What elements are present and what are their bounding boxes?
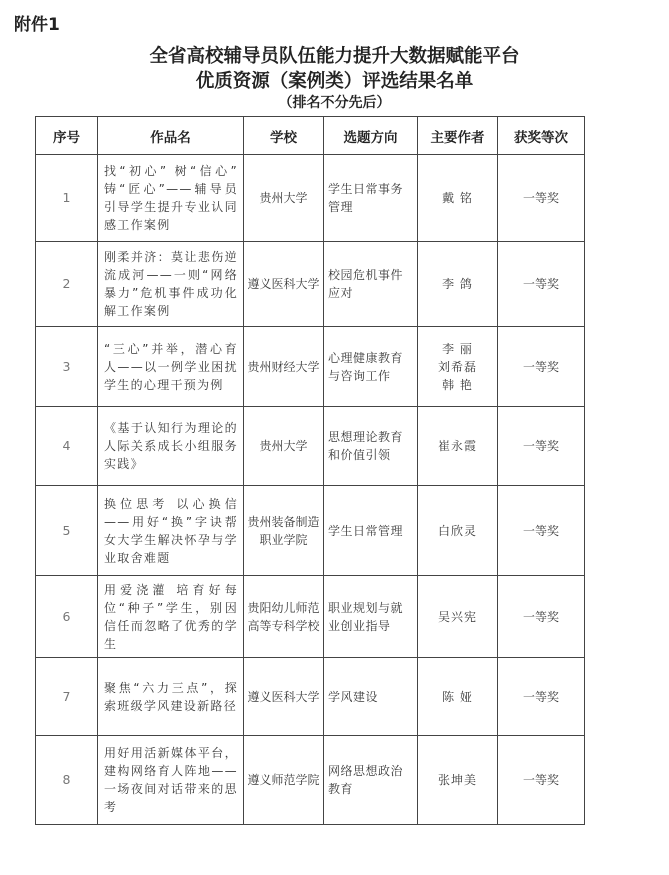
cell-no: 5 bbox=[36, 486, 98, 576]
results-table bbox=[35, 116, 585, 825]
cell-author: 崔永霞 bbox=[418, 407, 498, 486]
cell-work: 聚焦“六力三点”，探索班级学风建设新路径 bbox=[98, 658, 244, 736]
cell-award: 一等奖 bbox=[498, 327, 585, 407]
document-title-line1: 全省高校辅导员队伍能力提升大数据赋能平台 bbox=[149, 46, 520, 67]
cell-school: 贵州财经大学 bbox=[244, 327, 324, 407]
cell-author: 戴 铭 bbox=[418, 155, 498, 242]
table-row bbox=[36, 242, 585, 327]
table-row bbox=[36, 486, 585, 576]
table-row bbox=[36, 736, 585, 825]
cell-author: 张坤美 bbox=[418, 736, 498, 825]
cell-award: 一等奖 bbox=[498, 486, 585, 576]
cell-school: 贵州装备制造职业学院 bbox=[244, 486, 324, 576]
cell-direction: 心理健康教育与咨询工作 bbox=[324, 327, 418, 407]
cell-no: 7 bbox=[36, 658, 98, 736]
header-school: 学校 bbox=[244, 117, 324, 155]
table-row bbox=[36, 327, 585, 407]
cell-no: 3 bbox=[36, 327, 98, 407]
document-title-note: （排名不分先后） bbox=[278, 95, 391, 111]
cell-award: 一等奖 bbox=[498, 658, 585, 736]
cell-work: “三心”并举，潜心育人——以一例学业困扰学生的心理干预为例 bbox=[98, 327, 244, 407]
cell-author: 白欣灵 bbox=[418, 486, 498, 576]
cell-no: 2 bbox=[36, 242, 98, 327]
cell-direction: 职业规划与就业创业指导 bbox=[324, 576, 418, 658]
cell-author: 李 鸽 bbox=[418, 242, 498, 327]
table-row bbox=[36, 155, 585, 242]
header-direction: 选题方向 bbox=[324, 117, 418, 155]
cell-work: 《基于认知行为理论的人际关系成长小组服务实践》 bbox=[98, 407, 244, 486]
cell-author: 吴兴宪 bbox=[418, 576, 498, 658]
cell-award: 一等奖 bbox=[498, 242, 585, 327]
document-title-line2: 优质资源（案例类）评选结果名单 bbox=[195, 71, 474, 92]
cell-no: 4 bbox=[36, 407, 98, 486]
cell-school: 贵阳幼儿师范高等专科学校 bbox=[244, 576, 324, 658]
cell-direction: 学生日常管理 bbox=[324, 486, 418, 576]
table-row bbox=[36, 576, 585, 658]
cell-work: 找“初心” 树“信心” 铸“匠心”——辅导员引导学生提升专业认同感工作案例 bbox=[98, 155, 244, 242]
cell-work: 用爱浇灌 培育好每位“种子”学生，别因信任而忽略了优秀的学生 bbox=[98, 576, 244, 658]
header-no: 序号 bbox=[36, 117, 98, 155]
cell-work: 换位思考 以心换信——用好“换”字诀帮女大学生解决怀孕与学业取舍难题 bbox=[98, 486, 244, 576]
cell-author: 李 丽 刘希磊 韩 艳 bbox=[418, 327, 498, 407]
cell-direction: 网络思想政治教育 bbox=[324, 736, 418, 825]
cell-school: 贵州大学 bbox=[244, 155, 324, 242]
cell-school: 遵义师范学院 bbox=[244, 736, 324, 825]
cell-direction: 学生日常事务管理 bbox=[324, 155, 418, 242]
cell-no: 6 bbox=[36, 576, 98, 658]
cell-no: 8 bbox=[36, 736, 98, 825]
table-row bbox=[36, 407, 585, 486]
cell-award: 一等奖 bbox=[498, 407, 585, 486]
header-work: 作品名 bbox=[98, 117, 244, 155]
table-header-row bbox=[36, 117, 585, 155]
cell-award: 一等奖 bbox=[498, 576, 585, 658]
cell-award: 一等奖 bbox=[498, 736, 585, 825]
cell-direction: 校园危机事件应对 bbox=[324, 242, 418, 327]
cell-school: 遵义医科大学 bbox=[244, 658, 324, 736]
header-award: 获奖等次 bbox=[498, 117, 585, 155]
table-row bbox=[36, 658, 585, 736]
cell-direction: 思想理论教育和价值引领 bbox=[324, 407, 418, 486]
cell-work: 刚柔并济：莫让悲伤逆流成河——一则“网络暴力”危机事件成功化解工作案例 bbox=[98, 242, 244, 327]
attachment-label: 附件1 bbox=[14, 15, 60, 35]
cell-school: 遵义医科大学 bbox=[244, 242, 324, 327]
cell-author: 陈 娅 bbox=[418, 658, 498, 736]
cell-direction: 学风建设 bbox=[324, 658, 418, 736]
cell-work: 用好用活新媒体平台，建构网络育人阵地——一场夜间对话带来的思考 bbox=[98, 736, 244, 825]
cell-award: 一等奖 bbox=[498, 155, 585, 242]
header-author: 主要作者 bbox=[418, 117, 498, 155]
cell-no: 1 bbox=[36, 155, 98, 242]
cell-school: 贵州大学 bbox=[244, 407, 324, 486]
